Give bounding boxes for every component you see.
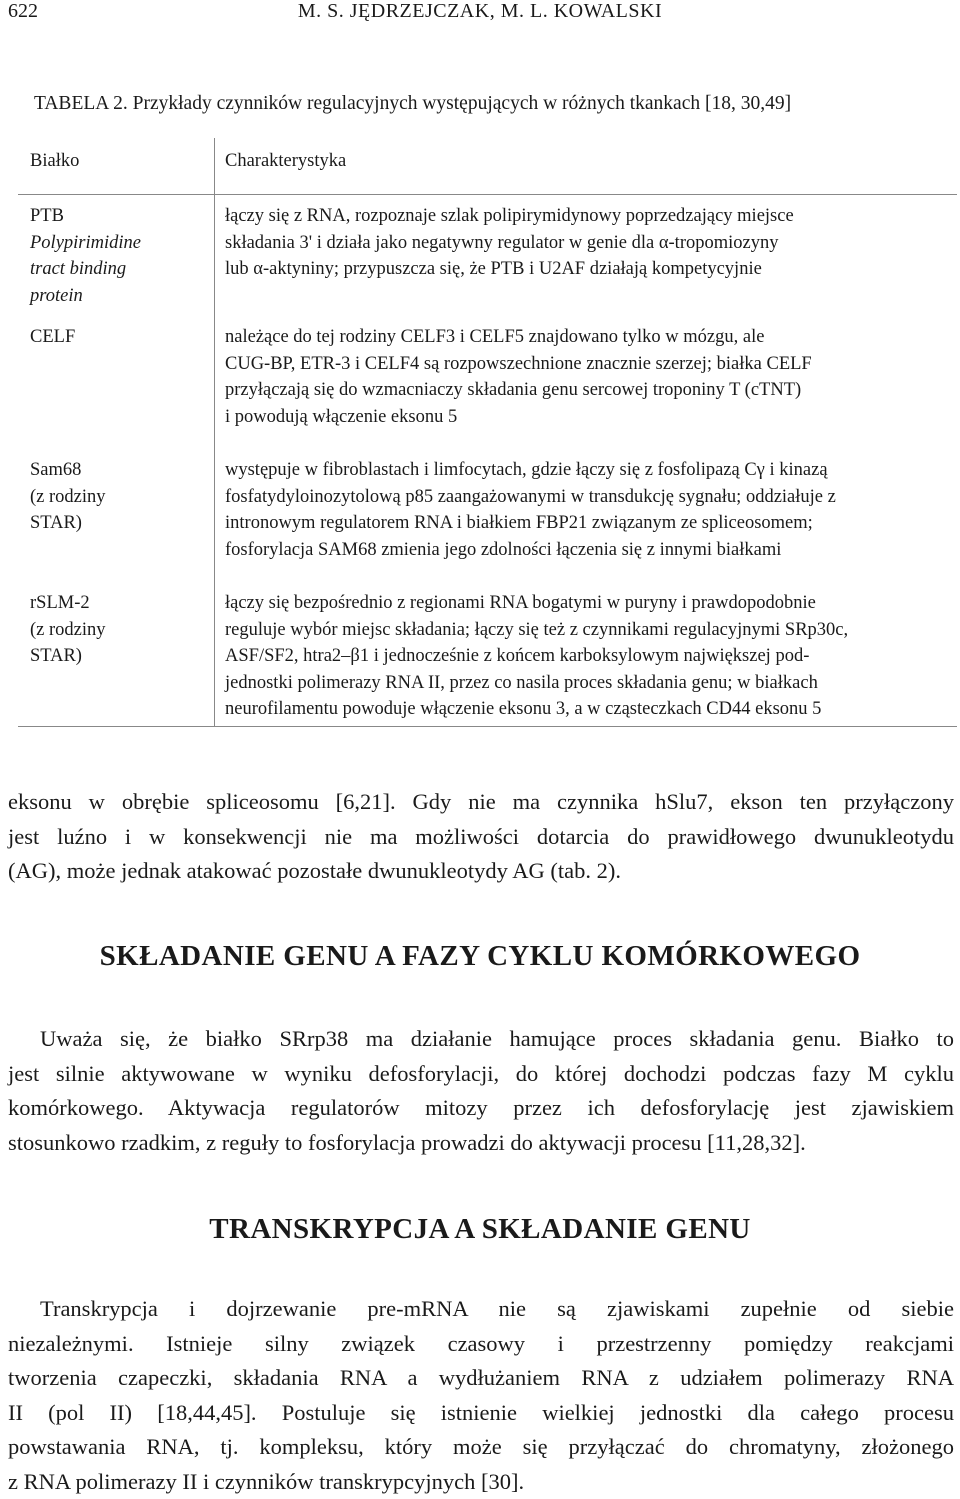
paragraph-line: Uważa się, że białko SRrp38 ma działanie hamujące proces składania genu. Białko to [8,1022,954,1057]
paragraph-line: tworzenia czapeczki, składania RNA a wydłużaniem RNA z udziałem polimerazy RNA [8,1361,954,1396]
section-heading-transcription: TRANSKRYPCJA A SKŁADANIE GENU [0,1213,960,1246]
paragraph-line: z RNA polimerazy II i czynników transkrypcyjnych [30]. [8,1465,954,1499]
description-cell [215,457,958,590]
protein-name-line: (z rodziny [30,617,208,644]
table-row [18,457,957,590]
protein-name-line: Polypirimidine [30,230,208,257]
protein-name: PTB [30,203,208,230]
description-line: lub α-aktyniny; przypuszcza się, że PTB i U2AF działają kompetycyjnie [225,256,953,283]
protein-name-line: STAR) [30,643,208,670]
paragraph-line: jest silnie aktywowane w wyniku defosforylacji, do której dochodzi podczas fazy M cyklu [8,1057,954,1092]
description-line: i powodują włączenie eksonu 5 [225,404,953,431]
protein-cell [18,195,215,325]
description-line: występuje w fibroblastach i limfocytach, gdzie łączy się z fosfolipazą Cγ i kinazą [225,457,953,484]
table-row [18,195,957,325]
protein-name: CELF [30,324,208,351]
protein-cell [18,324,215,457]
protein-name-line: STAR) [30,510,208,537]
continuation-paragraph [8,785,954,889]
table-row [18,324,957,457]
protein-name: rSLM-2 [30,590,208,617]
description-cell [215,590,958,727]
description-line: CUG-BP, ETR-3 i CELF4 są rozpowszechnione znacznie szerzej; białka CELF [225,351,953,378]
table-header-row [18,138,957,195]
column-header-protein: Białko [18,138,215,195]
description-cell [215,324,958,457]
description-line: jednostki polimerazy RNA II, przez co nasila proces składania genu; w białkach [225,670,953,697]
paragraph-line: komórkowego. Aktywacja regulatorów mitozy przez ich defosforylację jest zjawiskiem [8,1091,954,1126]
page-number: 622 [8,0,38,23]
description-line: łączy się bezpośrednio z regionami RNA bogatymi w puryny i prawdopodobnie [225,590,953,617]
protein-name-line: tract binding [30,256,208,283]
description-line: neurofilamentu powoduje włączenie eksonu 3, a w cząsteczkach CD44 eksonu 5 [225,696,953,723]
table-caption: TABELA 2. Przykłady czynników regulacyjnych występujących w różnych tkankach [18, 30,49] [34,93,791,115]
running-head [8,0,952,26]
protein-name-line: protein [30,283,208,310]
regulatory-factors-table [18,138,957,727]
running-head-authors: M. S. JĘDRZEJCZAK, M. L. KOWALSKI [8,0,952,23]
description-line: ASF/SF2, htra2–β1 i jednocześnie z końcem karboksylowym największej pod- [225,643,953,670]
description-cell [215,195,958,325]
description-line: należące do tej rodziny CELF3 i CELF5 znajdowano tylko w mózgu, ale [225,324,953,351]
paragraph-line: (AG), może jednak atakować pozostałe dwunukleotydy AG (tab. 2). [8,854,954,889]
cell-cycle-paragraph [8,1022,954,1160]
protein-name-line: (z rodziny [30,484,208,511]
section-heading-cell-cycle: SKŁADANIE GENU A FAZY CYKLU KOMÓRKOWEGO [0,940,960,973]
description-line: przyłączają się do wzmacniaczy składania genu sercowej troponiny T (cTNT) [225,377,953,404]
paragraph-line: Transkrypcja i dojrzewanie pre-mRNA nie są zjawiskami zupełnie od siebie [8,1292,954,1327]
transcription-paragraph [8,1292,954,1499]
paragraph-line: stosunkowo rzadkim, z reguły to fosforylacja prowadzi do aktywacji procesu [11,28,32]. [8,1126,954,1161]
protein-cell [18,457,215,590]
paragraph-line: niezależnymi. Istnieje silny związek czasowy i przestrzenny pomiędzy reakcjami [8,1327,954,1362]
column-header-characteristic: Charakterystyka [215,138,958,195]
description-line: składania 3' i działa jako negatywny regulator w genie dla α-tropomiozyny [225,230,953,257]
description-line: fosfatydyloinozytolową p85 zaangażowanymi w transdukcję sygnału; oddziałuje z [225,484,953,511]
paragraph-line: powstawania RNA, tj. kompleksu, który może się przyłączać do chromatyny, złożonego [8,1430,954,1465]
protein-name: Sam68 [30,457,208,484]
description-line: intronowym regulatorem RNA i białkiem FBP21 związanym ze spliceosomem; [225,510,953,537]
description-line: fosforylacja SAM68 zmienia jego zdolności łączenia się z innymi białkami [225,537,953,564]
paragraph-line: eksonu w obrębie spliceosomu [6,21]. Gdy nie ma czynnika hSlu7, ekson ten przyłączony [8,785,954,820]
paragraph-line: II (pol II) [18,44,45]. Postuluje się istnienie wielkiej jednostki dla całego procesu [8,1396,954,1431]
protein-cell [18,590,215,727]
description-line: łączy się z RNA, rozpoznaje szlak polipirymidynowy poprzedzający miejsce [225,203,953,230]
table-row [18,590,957,727]
paragraph-line: jest luźno i w konsekwencji nie ma możliwości dotarcia do prawidłowego dwunukleotydu [8,820,954,855]
description-line: reguluje wybór miejsc składania; łączy się też z czynnikami regulacyjnymi SRp30c, [225,617,953,644]
